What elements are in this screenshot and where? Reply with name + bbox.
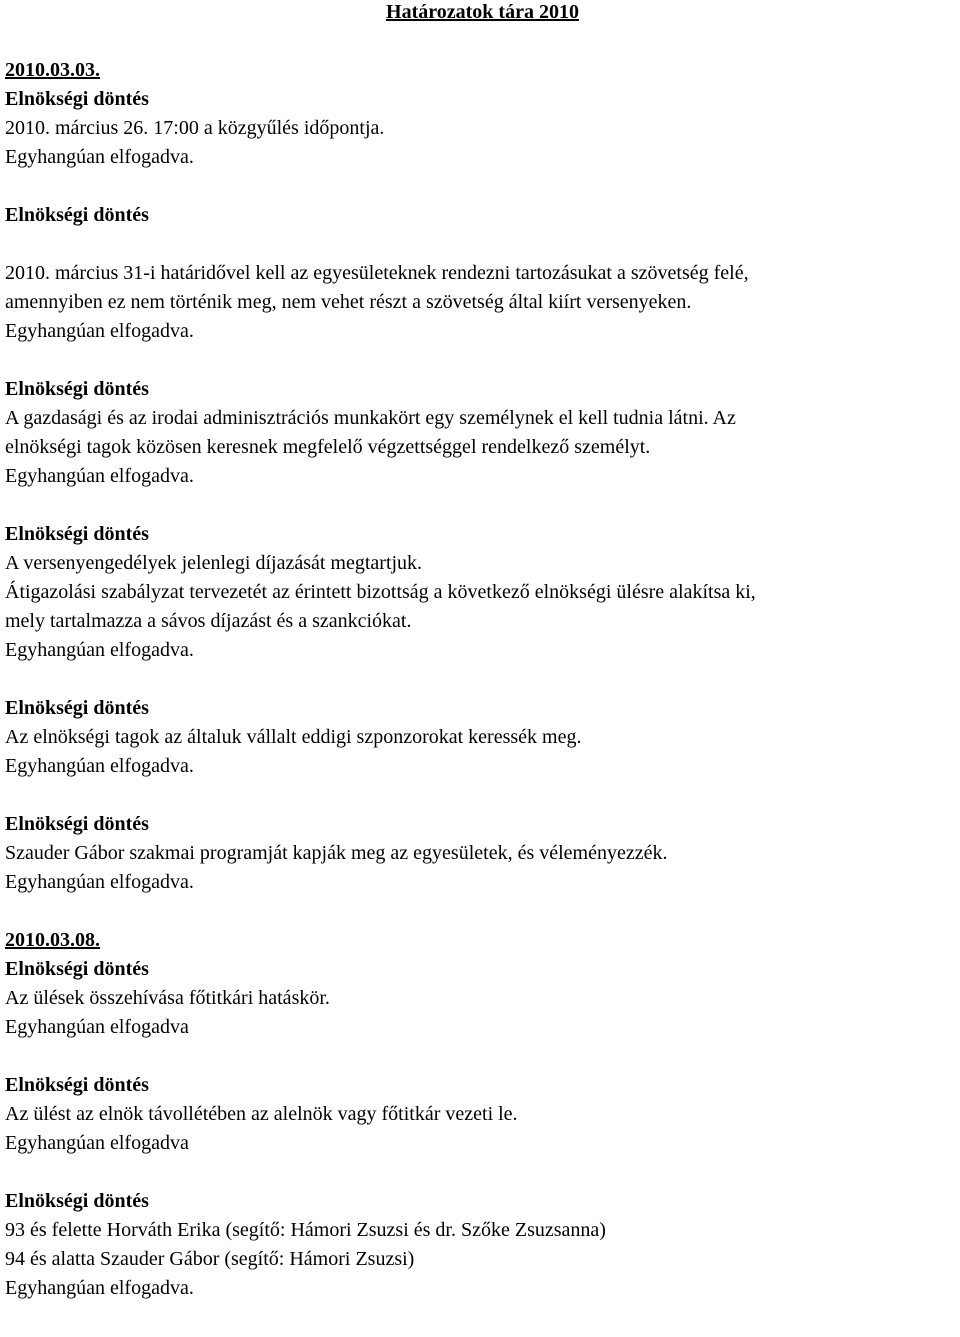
section: [5, 56, 960, 897]
decision-text-line: 93 és felette Horváth Erika (segítő: Hámori Zsuzsi és dr. Szőke Zsuzsanna): [5, 1219, 606, 1241]
decision-label: Elnökségi döntés: [5, 378, 149, 400]
decision-result: Egyhangúan elfogadva.: [5, 465, 194, 487]
decision-label: Elnökségi döntés: [5, 813, 149, 835]
decision-result: Egyhangúan elfogadva.: [5, 639, 194, 661]
decision-text-line: elnökségi tagok közösen keresnek megfelelő végzettséggel rendelkező személyt.: [5, 436, 651, 458]
decision-block: [5, 1187, 960, 1303]
decision-label: Elnökségi döntés: [5, 1190, 149, 1212]
decision-result: Egyhangúan elfogadva.: [5, 871, 194, 893]
decision-text-line: Átigazolási szabályzat tervezetét az érintett bizottság a következő elnökségi ülésre alakítsa ki,: [5, 581, 756, 603]
decision-label: Elnökségi döntés: [5, 697, 149, 719]
decision-result: Egyhangúan elfogadva: [5, 1016, 189, 1038]
blank-line: [5, 230, 960, 259]
decision-block: [5, 810, 960, 897]
decision-block: [5, 85, 960, 172]
decision-result: Egyhangúan elfogadva: [5, 1132, 189, 1154]
decision-result: Egyhangúan elfogadva.: [5, 1277, 194, 1299]
document-title: Határozatok tára 2010: [386, 1, 579, 23]
decision-block: [5, 520, 960, 665]
decision-text-line: 94 és alatta Szauder Gábor (segítő: Hámori Zsuzsi): [5, 1248, 415, 1270]
decision-result: Egyhangúan elfogadva.: [5, 755, 194, 777]
decision-block: [5, 955, 960, 1042]
section-date: 2010.03.03.: [5, 59, 100, 81]
decision-label: Elnökségi döntés: [5, 204, 149, 226]
decision-text-line: 2010. március 26. 17:00 a közgyűlés időpontja.: [5, 117, 385, 139]
document-page: [5, 0, 960, 1303]
decision-block: [5, 1071, 960, 1158]
decision-text-line: A gazdasági és az irodai adminisztrációs munkakört egy személynek el kell tudnia látni. Az: [5, 407, 736, 429]
decision-result: Egyhangúan elfogadva.: [5, 320, 194, 342]
decision-text-line: Az ülések összehívása főtitkári hatáskör.: [5, 987, 330, 1009]
decision-text-line: Szauder Gábor szakmai programját kapják meg az egyesületek, és véleményezzék.: [5, 842, 668, 864]
decision-result: Egyhangúan elfogadva.: [5, 146, 194, 168]
decision-label: Elnökségi döntés: [5, 88, 149, 110]
spacer: [5, 27, 960, 56]
decision-text-line: amennyiben ez nem történik meg, nem vehet részt a szövetség által kiírt versenyeken.: [5, 291, 692, 313]
section: [5, 926, 960, 1303]
section-date: 2010.03.08.: [5, 929, 100, 951]
decision-text-line: Az ülést az elnök távollétében az alelnök vagy főtitkár vezeti le.: [5, 1103, 518, 1125]
decision-block: [5, 375, 960, 491]
decision-text-line: 2010. március 31-i határidővel kell az egyesületeknek rendezni tartozásukat a szövetség felé,: [5, 262, 749, 284]
decision-text-line: A versenyengedélyek jelenlegi díjazását megtartjuk.: [5, 552, 423, 574]
decision-text-line: mely tartalmazza a sávos díjazást és a szankciókat.: [5, 610, 412, 632]
decision-label: Elnökségi döntés: [5, 523, 149, 545]
decision-text-line: Az elnökségi tagok az általuk vállalt eddigi szponzorokat keressék meg.: [5, 726, 582, 748]
decision-block: [5, 201, 960, 346]
decision-label: Elnökségi döntés: [5, 958, 149, 980]
sections-container: [5, 56, 960, 1303]
decision-label: Elnökségi döntés: [5, 1074, 149, 1096]
decision-block: [5, 694, 960, 781]
